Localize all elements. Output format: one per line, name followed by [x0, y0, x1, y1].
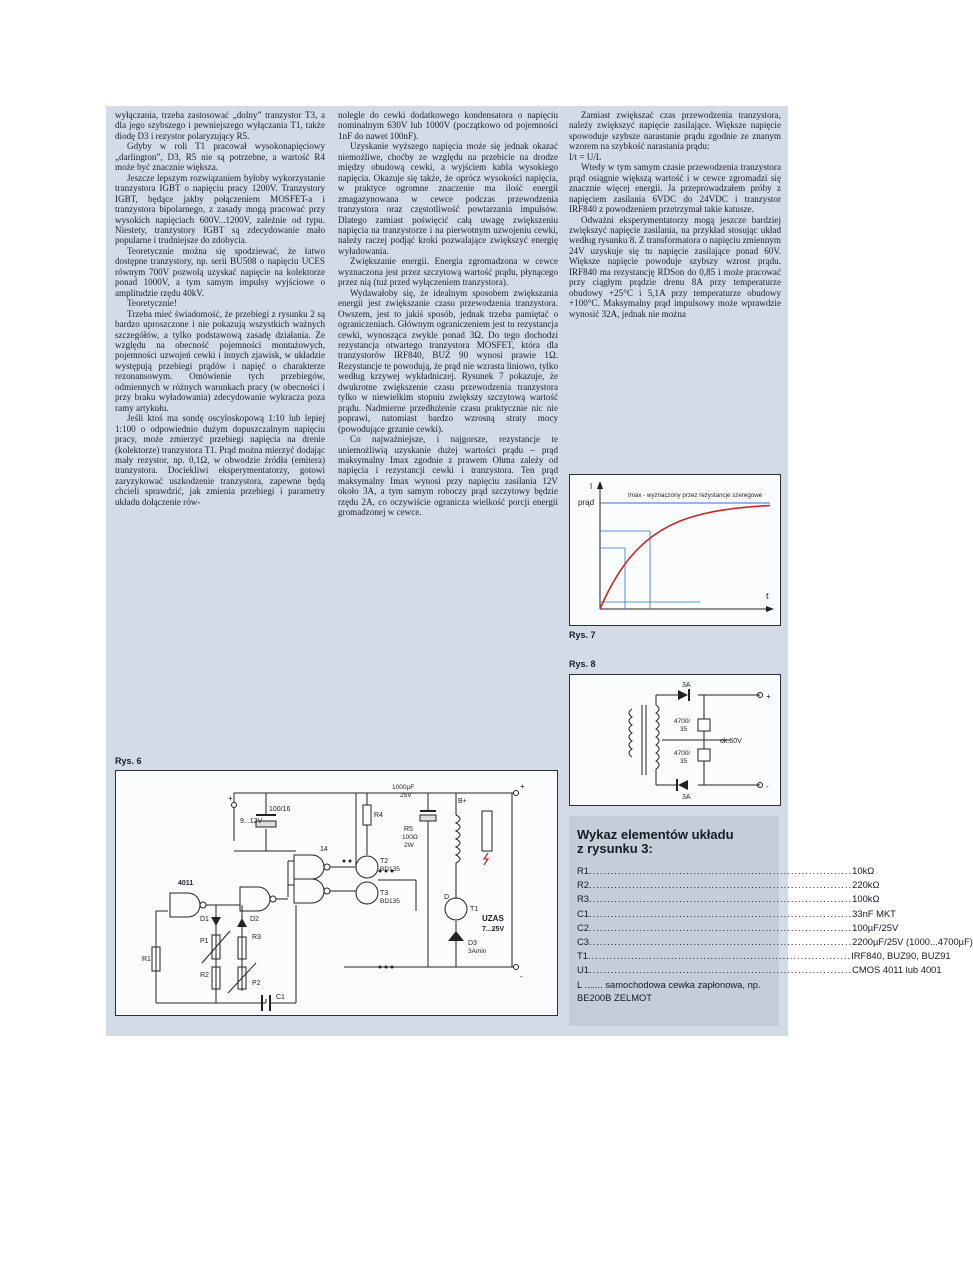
ignition-coil-icon	[456, 815, 460, 863]
paragraph: Jeśli ktoś ma sondę oscyloskopową 1:10 lub lepiej 1:100 o odpowiednio dużym dopuszczalnym napięciu pracy, może zmierzyć przebiegi napięcia na drenie (kolektorze) tranzystora T1. Prąd można mierzyć dodając mały rezystor, np. 0,1Ω, w obwodzie źródła (emitera) tranzystora. Dociekliwi eksperymentatorzy, gotowi zaryzykować uszkodzenie tranzystora, zapewne będą chcieli sprawdzić, jak zmienia przebiegi i parametry układu dołączenie rów-	[115, 413, 325, 507]
rectifier-schematic	[570, 675, 780, 805]
figure-6-schematic	[115, 770, 558, 1016]
parts-subtitle: z rysunku 3:	[577, 841, 653, 856]
text-column-2	[338, 110, 558, 518]
fuse-bottom-label: 3A	[682, 794, 691, 801]
nand-gate-1	[294, 855, 324, 879]
nand-gate-2	[294, 879, 324, 903]
current-curve-plot	[570, 475, 780, 625]
c3-voltage: 25V	[400, 792, 412, 799]
part-value: 10kΩ	[852, 865, 875, 876]
parts-row: R2 ......................................................................... 220kΩ	[577, 878, 769, 892]
paragraph: Wydawałoby się, że idealnym sposobem zwiększania energii jest zwiększanie czasu przewodzenia tranzystora. Owszem, jest to jakiś sposób, jednak trzeba pamiętać o ograniczeniach. Głównym ograniczeniem jest tu rezystancja cewki, wynosząca zwykle ponad 3Ω. Do tego dochodzi rezystancja otwartego tranzystora MOSFET, która dla tranzystorów IRF840, BUZ 90 wynosi prawie 1Ω. Rezystancje te powodują, że prąd nie wzrasta liniowo, tylko według krzywej wykładniczej. Rysunek 7 pokazuje, że dwukrotne zwiększenie czasu przewodzenia tranzystora tylko w niewielkim stopniu zwiększy szczytową wartość prądu. Nadmierne przedłużenie czasu praktycznie nic nie poprawi, natomiast bardzo wzrosną straty mocy (powodujące grzanie cewki).	[338, 287, 558, 434]
r1-label: R1	[142, 956, 151, 963]
transistor-t3-icon	[356, 882, 378, 904]
diode-bottom-icon	[678, 780, 688, 790]
part-ref: R1	[577, 865, 589, 876]
figure-7-graph	[569, 474, 781, 626]
minus-label: -	[766, 782, 769, 791]
part-ref: C2	[577, 921, 589, 933]
paragraph: Teoretycznie można się spodziewać, że łatwo dostępne tranzystory, np. serii BU508 o napięciu UCES równym 700V pozwolą uzyskać napięcie na kolektorze ponad 1000V, a tym samym impulsy wyjściowe o amplitudzie rzędu 40kV.	[115, 245, 325, 298]
x-axis-arrow-icon	[766, 606, 774, 612]
part-ref: U1	[577, 964, 589, 976]
ic-type-label: 4011	[178, 880, 194, 887]
part-ref: R3	[577, 893, 589, 905]
input-plus-label: +	[228, 794, 233, 803]
output-plus-terminal-icon	[514, 791, 519, 796]
cap-bottom-value: 4700/	[674, 750, 691, 757]
parts-title: Wykaz elementów układu	[577, 827, 734, 842]
caption-rys6: Rys. 6	[115, 756, 142, 766]
resistor-r4	[363, 805, 371, 825]
part-value: 33nF MKT	[852, 907, 896, 919]
d3-rating: 3Amin	[468, 948, 487, 955]
fuse-top-label: 3A	[682, 682, 691, 689]
part-value: 220kΩ	[852, 879, 880, 891]
cap-bottom-voltage: 35	[680, 758, 688, 765]
part-ref: T1	[577, 950, 588, 962]
part-value: 100kΩ	[852, 893, 880, 905]
output-minus-terminal-icon	[514, 965, 519, 970]
part-ref: L	[577, 978, 582, 990]
parts-row: C3 ......................................................................... 2200µF/25V (1000...4700µF)	[577, 935, 769, 949]
diode-d2-icon	[237, 918, 247, 927]
paragraph: Uzyskanie wyższego napięcia może się jednak okazać niemożliwe, choćby ze względu na przebicie na drodze między obudową cewki, a wyjściem kabla wysokiego napięcia. Okazuje się także, że oprócz wysokości napięcia, w praktyce ogromne znaczenie ma ilość energii zmagazynowana w cewce podczas przewodzenia tranzystora oraz częstotliwość powtarzania impulsów. Dlatego zamiast poświęcić całą uwagę zwiększeniu napięcia na tranzystorze i na pierwotnym uzwojeniu cewki, należy raczej podjąć kroki pozwalające zwiększyć energię wyładowania.	[338, 141, 558, 256]
part-value: 100µF/25V	[852, 921, 899, 933]
diode-top-icon	[678, 690, 688, 700]
parts-row: T1 ......................................................................... IRF840, BUZ90, BUZ91	[577, 949, 769, 963]
cap-top-voltage: 35	[680, 726, 688, 733]
parts-row-last: L ....... samochodowa cewka zapłonowa, np. BE200B ZELMOT	[577, 978, 761, 1003]
caption-rys7: Rys. 7	[569, 630, 596, 640]
supply-voltage-range: 7...25V	[482, 926, 505, 933]
parts-list-box	[569, 816, 973, 1026]
paragraph: Gdyby w roli T1 pracował wysokonapięciowy „darlington”, D3, R5 nie są potrzebne, a wartość R4 może być znacznie większa.	[115, 141, 325, 173]
paragraph: Wtedy w tym samym czasie przewodzenia tranzystora prąd osiągnie większą wartość i w cewce zgromadzi się znacznie więcej energii. Ja przeprowadzałem próby z napięciem zasilania 6VDC do 24VDC i tranzystor IRF840 z powodzeniem przetrzymał takie katusze.	[569, 162, 781, 215]
y-axis-arrow-icon	[597, 481, 603, 489]
t2-type: BD135	[380, 866, 400, 873]
parts-row: C2 ......................................................................... 100µF/25V	[577, 921, 769, 935]
p2-label: P2	[252, 980, 261, 987]
paragraph: wyłączania, trzeba zastosować „dolny” tranzystor T3, a dla jego szybszego i pewniejszego wyłączania T1, także diodę D3 i rezystor polaryzujący R5.	[115, 110, 325, 141]
parts-row: U1 ......................................................................... CMOS 4011 lub 4001	[577, 963, 769, 977]
figure-8-power-supply	[569, 674, 781, 806]
coil-b-label: B+	[458, 798, 467, 805]
y-label: I	[590, 482, 593, 491]
spark-gap	[482, 811, 492, 851]
r3-label: R3	[252, 934, 261, 941]
transformer-secondary	[656, 705, 659, 769]
nand-gate-4	[240, 887, 270, 911]
capacitor-c3	[420, 815, 436, 821]
output-voltage-label: ok.60V	[720, 738, 742, 745]
t3-label: T3	[380, 890, 389, 897]
c1-label: C1	[276, 994, 285, 1001]
output-plus-label: +	[520, 782, 525, 791]
part-ref: C3	[577, 936, 589, 948]
paragraph: Co najważniejsze, i najgorsze, rezystancje te uniemożliwią uzyskanie dużej wartości prądu – prąd maksymalny Imax zgodnie z prawem Ohma zależy od napięcia i rezystancji cewki i tranzystora. Ten prąd maksymalny Imax wynosi przy napięciu zasilania 12V około 3A, a tym samym roboczy prąd szczytowy będzie rzędu 2A, co oczywiście ogranicza wielkość porcji energii gromadzonej w cewce.	[338, 434, 558, 518]
capacitor-bottom	[698, 749, 710, 761]
paragraph: Trzeba mieć świadomość, że przebiegi z rysunku 2 są bardzo uproszczone i nie pokazują wszystkich ważnych szczegółów, a tylko podstawową zasadę działania. Ze względu na obecność pojemności montażowych, pojemności uzwojeń cewki i innych zjawisk, w układzie występują przebiegi prądów i napięć o charakterze rezonansowym. Omówienie tych przebiegów, odmiennych w różnych warunkach pracy (w obecności i przy braku wyładowania) zdecydowanie wykracza poza ramy artykułu.	[115, 308, 325, 413]
t3-type: BD135	[380, 898, 400, 905]
connector-dots	[343, 860, 394, 969]
p1-label: P1	[200, 938, 209, 945]
paragraph: Zwiększanie energii. Energia zgromadzona w cewce wyznaczona jest przez szczytową wartość prądu, płynącego przez nią (tuż przed wyłączeniem tranzystora).	[338, 256, 558, 288]
spark-icon	[484, 853, 488, 865]
ic-pin-label: 14	[320, 846, 328, 853]
input-voltage-label: 9...12V	[240, 818, 263, 825]
r5-label: R5	[404, 826, 413, 833]
input-plus-terminal-icon	[232, 803, 237, 808]
drain-label: D	[444, 894, 450, 901]
part-ref: C1	[577, 907, 589, 919]
paragraph: Teoretycznie!	[127, 298, 177, 309]
text-column-1	[115, 110, 325, 507]
r5-power: 2W	[404, 842, 414, 849]
nand-gate-3	[170, 893, 200, 917]
t1-label: T1	[470, 906, 479, 913]
diode-d1-icon	[211, 917, 221, 926]
x-label: t	[766, 591, 769, 601]
transformer-primary	[629, 709, 632, 757]
cap-top-value: 4700/	[674, 718, 691, 725]
diode-d3-icon	[448, 931, 464, 941]
transistor-t2-icon	[356, 856, 378, 878]
imax-legend: Imax - wyznaczony przez rezystancje szeregowe	[628, 492, 763, 499]
part-value: IRF840, BUZ90, BUZ91	[851, 950, 951, 962]
caption-rys8: Rys. 8	[569, 659, 596, 669]
t2-label: T2	[380, 858, 389, 865]
paragraph: Zamiast zwiększać czas przewodzenia tranzystora, należy zwiększyć napięcie zasilające. Większe napięcie spowoduje szybsze narastanie prądu zgodnie ze znanym wzorem na szybkość narastania prądu:	[569, 110, 781, 152]
c3-value: 1000µF	[392, 784, 415, 791]
parts-row: C1 ......................................................................... 33nF MKT	[577, 907, 769, 921]
r4-label: R4	[374, 812, 383, 819]
capacitor-top	[698, 719, 710, 731]
d1-label: D1	[200, 916, 209, 923]
ignition-driver-schematic	[116, 771, 557, 1015]
c2-label: 100/16	[269, 806, 291, 813]
d3-label: D3	[468, 940, 477, 947]
part-value: samochodowa cewka zapłonowa, np. BE200B ZELMOT	[577, 978, 761, 1003]
plus-label: +	[766, 692, 771, 701]
paragraph: Odważni eksperymentatorzy mogą jeszcze bardziej zwiększyć napięcie zasilania, na przykład stosując układ według rysunku 8. Z transformatora o napięciu zmiennym 24V uzyskuje się tu napięcie zasilające ponad 60V. Większe napięcie powoduje szybszy wzrost prądu. IRF840 ma rezystancję RDSon do 0,85 i może pracować przy ciągłym prądzie drenu 8A przy temperaturze obudowy +25°C i 5,1A przy temperaturze obudowy +100°C. Maksymalny prąd impulsowy może wprawdzie wynosić 32A, jednak nie można	[569, 214, 781, 319]
magazine-page	[106, 106, 973, 1036]
paragraph: nolegle do cewki dodatkowego kondensatora o napięciu nominalnym 630V lub 1000V (początkowo od pojemności 1nF do nawet 100nF).	[338, 110, 558, 141]
r2-label: R2	[200, 972, 209, 979]
output-minus-label: -	[520, 972, 523, 981]
part-ref: R2	[577, 879, 589, 891]
part-value: CMOS 4011 lub 4001	[852, 964, 942, 976]
y-label-text: prąd	[578, 498, 595, 507]
parts-row: R3 ......................................................................... 100kΩ	[577, 892, 769, 906]
d2-label: D2	[250, 916, 259, 923]
text-column-3	[569, 110, 781, 319]
supply-voltage-label: UZAS	[482, 914, 504, 923]
paragraph: Jeszcze lepszym rozwiązaniem byłoby wykorzystanie tranzystora IGBT o napięciu pracy 1200V. Tranzystory IGBT, będące jakby połączeniem MOSFET-a i tranzystora bipolarnego, z zasady mogą pracować przy wysokich napięciach 600V...1200V, zależnie od typu. Niestety, tranzystory IGBT są zdecydowanie mało popularne i trudniejsze do zdobycia.	[115, 172, 325, 246]
part-value: 2200µF/25V (1000...4700µF)	[852, 936, 973, 948]
formula: I/t = U/L	[569, 151, 602, 162]
current-curve	[600, 506, 770, 610]
r5-value: 100Ω	[402, 834, 418, 841]
transistor-t1-icon	[445, 898, 467, 920]
parts-row: R1 ......................................................................... 10kΩ	[577, 864, 769, 878]
